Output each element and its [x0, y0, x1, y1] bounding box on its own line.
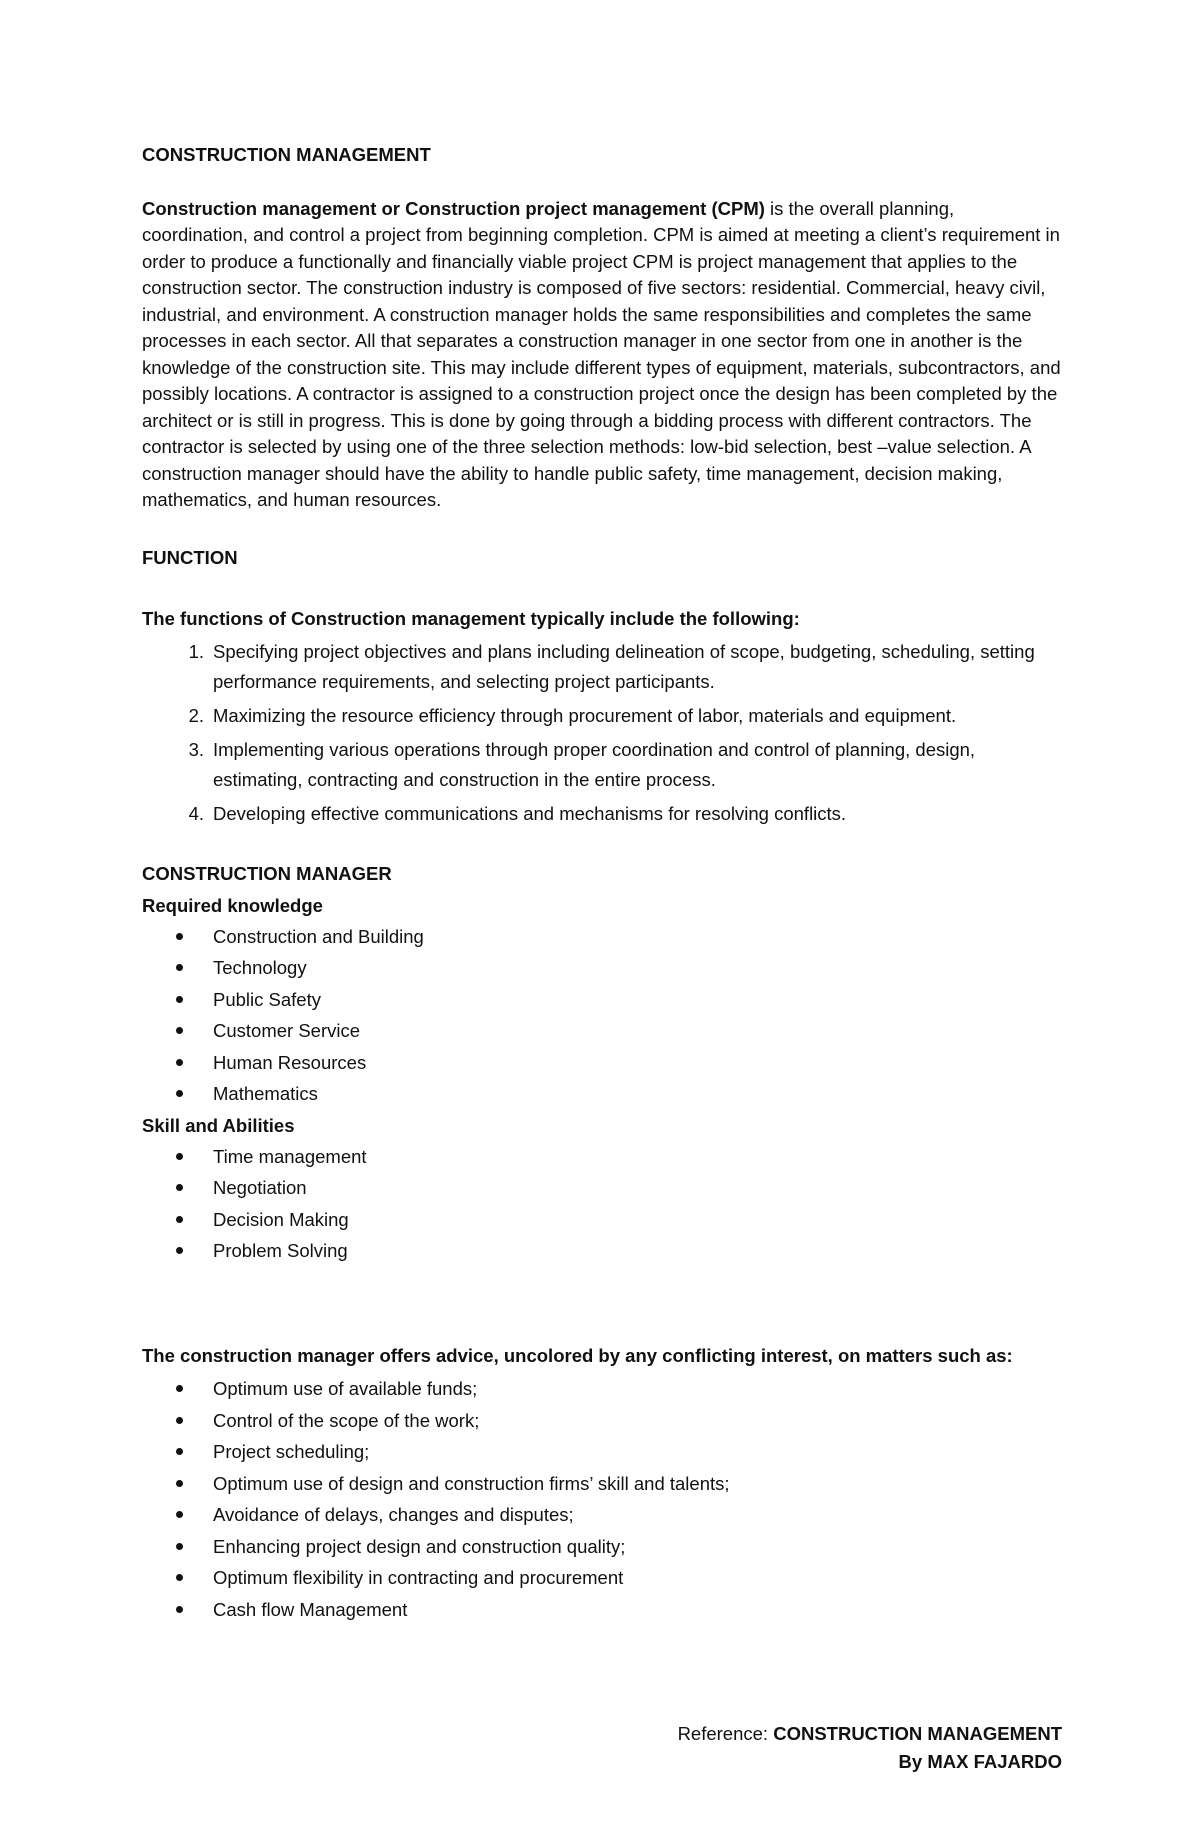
function-item [142, 735, 1062, 795]
advice-item [142, 1562, 1062, 1594]
function-lead: The functions of Construction management typically include the following: [142, 608, 800, 629]
skill-item-text: Problem Solving [213, 1240, 348, 1261]
knowledge-item-text: Mathematics [213, 1083, 318, 1104]
required-knowledge-heading: Required knowledge [142, 894, 323, 916]
advice-item [142, 1405, 1062, 1437]
advice-item [142, 1499, 1062, 1531]
skill-item-text: Time management [213, 1145, 367, 1167]
advice-item [142, 1531, 1062, 1563]
function-item-text: Implementing various operations through proper coordination and control of planning, design, estimating, contracting and construction in the entire process. [213, 738, 976, 790]
advice-item [142, 1468, 1062, 1500]
intro-paragraph [142, 196, 1062, 514]
knowledge-item [142, 921, 1062, 953]
bullet-icon [176, 1027, 183, 1034]
function-item-number: 4. [188, 802, 204, 824]
intro-bold-term: Construction management or Construction project management (CPM) [142, 197, 765, 219]
bullet-icon [176, 1606, 183, 1613]
knowledge-item [142, 1078, 1062, 1110]
knowledge-item-text: Public Safety [213, 988, 321, 1010]
advice-item-text: Optimum use of design and construction firms’ skill and talents; [213, 1472, 730, 1494]
advice-item-text: Enhancing project design and construction quality; [213, 1535, 626, 1557]
bullet-icon [176, 1543, 183, 1550]
reference-block [678, 1720, 1062, 1776]
bullet-icon [176, 1216, 183, 1223]
document-page [142, 142, 1062, 1625]
intro-text: is the overall planning, coordination, and control a project from beginning completion. CPM is aimed at meeting a client’s requirement in order to produce a functionally and financially viable project CPM is project management that applies to the construction sector. The construction industry is composed of five sectors: residential. Commercial, heavy civil, industrial, and environment. A construction manager holds the same responsibilities and completes the same processes in each sector. All that separates a construction manager in one sector from one in another is the knowledge of the construction site. This may include different types of equipment, materials, subcontractors, and possibly locations. A contractor is assigned to a construction project once the design has been completed by the architect or is still in progress. This is done by going through a bidding process with different contractors. The contractor is selected by using one of the three selection methods: low-bid selection, best –value selection. A construction manager should have the ability to handle public safety, time management, decision making, mathematics, and human resources. [142, 197, 1061, 510]
reference-author: By MAX FAJARDO [898, 1751, 1062, 1772]
advice-item [142, 1436, 1062, 1468]
skill-item-text: Decision Making [213, 1208, 349, 1230]
bullet-icon [176, 996, 183, 1003]
function-item [142, 701, 1062, 731]
bullet-icon [176, 964, 183, 971]
bullet-icon [176, 1385, 183, 1392]
advice-item [142, 1594, 1062, 1626]
knowledge-item-text: Human Resources [213, 1051, 367, 1073]
bullet-icon [176, 1511, 183, 1518]
construction-manager-heading: CONSTRUCTION MANAGER [142, 862, 392, 884]
skill-item [142, 1235, 1062, 1267]
function-item-number: 3. [188, 738, 204, 760]
knowledge-item [142, 952, 1062, 984]
advice-item-text: Avoidance of delays, changes and disputes; [213, 1504, 574, 1525]
knowledge-item [142, 1047, 1062, 1079]
advice-list [142, 1373, 1062, 1625]
bullet-icon [176, 933, 183, 940]
advice-item [142, 1373, 1062, 1405]
function-item [142, 799, 1062, 829]
advice-item-text: Cash flow Management [213, 1598, 408, 1620]
skills-heading: Skill and Abilities [142, 1114, 295, 1136]
reference-label: Reference: [677, 1723, 774, 1744]
knowledge-item-text: Customer Service [213, 1020, 361, 1041]
knowledge-list [142, 921, 1062, 1110]
advice-item-text: Optimum flexibility in contracting and procurement [213, 1567, 624, 1588]
skill-item [142, 1141, 1062, 1173]
function-item-text: Specifying project objectives and plans including delineation of scope, budgeting, scheduling, setting performance requirements, and selecting project participants. [213, 640, 1035, 692]
reference-book: CONSTRUCTION MANAGEMENT [773, 1723, 1062, 1744]
bullet-icon [176, 1574, 183, 1581]
bullet-icon [176, 1090, 183, 1097]
function-item-text: Developing effective communications and mechanisms for resolving conflicts. [213, 802, 847, 824]
skill-item [142, 1204, 1062, 1236]
function-heading: FUNCTION [142, 546, 238, 568]
advice-item-text: Control of the scope of the work; [213, 1409, 480, 1431]
reference-line [678, 1720, 1062, 1748]
knowledge-item [142, 1015, 1062, 1047]
function-item [142, 637, 1062, 697]
skills-list [142, 1141, 1062, 1267]
advice-lead: The construction manager offers advice, uncolored by any conflicting interest, on matters such as: [142, 1344, 1013, 1366]
skill-item-text: Negotiation [213, 1177, 307, 1198]
bullet-icon [176, 1247, 183, 1254]
bullet-icon [176, 1153, 183, 1160]
skill-item [142, 1172, 1062, 1204]
knowledge-item [142, 984, 1062, 1016]
function-item-number: 1. [188, 640, 204, 662]
bullet-icon [176, 1417, 183, 1424]
advice-item-text: Optimum use of available funds; [213, 1378, 478, 1399]
function-item-text: Maximizing the resource efficiency through procurement of labor, materials and equipment. [213, 704, 957, 726]
function-list [142, 637, 1062, 829]
bullet-icon [176, 1448, 183, 1455]
bullet-icon [176, 1480, 183, 1487]
function-item-number: 2. [188, 704, 204, 726]
bullet-icon [176, 1059, 183, 1066]
knowledge-item-text: Construction and Building [213, 925, 424, 947]
knowledge-item-text: Technology [213, 957, 307, 978]
advice-item-text: Project scheduling; [213, 1441, 370, 1462]
bullet-icon [176, 1184, 183, 1191]
document-title: CONSTRUCTION MANAGEMENT [142, 144, 431, 165]
